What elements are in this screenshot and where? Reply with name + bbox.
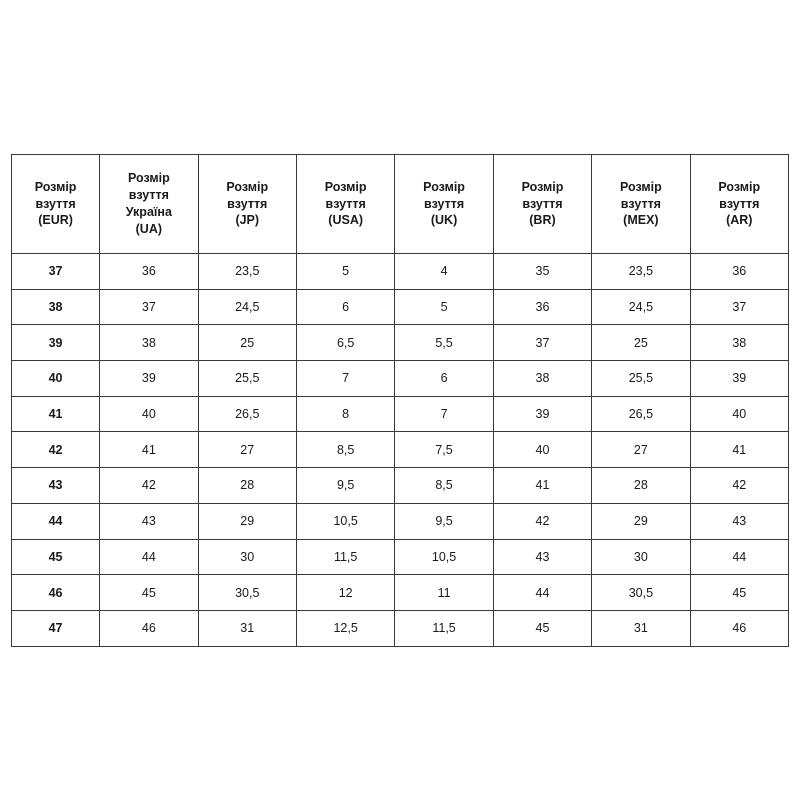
header-line-3: (JP): [235, 213, 260, 228]
cell-eur: 37: [12, 254, 100, 290]
header-line-3: (AR): [726, 213, 753, 228]
header-line-1: Розмір: [34, 179, 77, 194]
cell-usa: 6: [296, 289, 394, 325]
cell-br: 42: [493, 503, 591, 539]
cell-jp: 28: [198, 468, 296, 504]
cell-ua: 36: [100, 254, 198, 290]
cell-ua: 39: [100, 361, 198, 397]
cell-ar: 45: [690, 575, 788, 611]
cell-usa: 9,5: [296, 468, 394, 504]
header-line-3: Україна: [125, 205, 172, 219]
cell-ar: 38: [690, 325, 788, 361]
header-line-3: (EUR): [38, 213, 73, 228]
header-line-1: Розмір: [423, 179, 465, 194]
header-row: [12, 155, 789, 254]
cell-jp: 24,5: [198, 289, 296, 325]
cell-jp: 23,5: [198, 254, 296, 290]
cell-ar: 40: [690, 396, 788, 432]
cell-jp: 26,5: [198, 396, 296, 432]
cell-br: 36: [493, 289, 591, 325]
table-row: [12, 254, 789, 290]
table-row: [12, 468, 789, 504]
size-conversion-table: [11, 154, 789, 647]
cell-eur: 40: [12, 361, 100, 397]
cell-jp: 30,5: [198, 575, 296, 611]
cell-mex: 23,5: [592, 254, 690, 290]
cell-br: 43: [493, 539, 591, 575]
cell-uk: 6: [395, 361, 493, 397]
table-row: [12, 539, 789, 575]
table-row: [12, 503, 789, 539]
cell-uk: 5,5: [395, 325, 493, 361]
cell-usa: 7: [296, 361, 394, 397]
cell-br: 39: [493, 396, 591, 432]
cell-jp: 27: [198, 432, 296, 468]
cell-jp: 25,5: [198, 361, 296, 397]
cell-br: 40: [493, 432, 591, 468]
cell-usa: 6,5: [296, 325, 394, 361]
cell-usa: 5: [296, 254, 394, 290]
cell-uk: 4: [395, 254, 493, 290]
cell-ua: 44: [100, 539, 198, 575]
cell-br: 44: [493, 575, 591, 611]
cell-mex: 28: [592, 468, 690, 504]
cell-usa: 8: [296, 396, 394, 432]
cell-ar: 39: [690, 361, 788, 397]
cell-jp: 31: [198, 610, 296, 646]
header-line-1: Розмір: [127, 171, 170, 186]
cell-ar: 37: [690, 289, 788, 325]
cell-jp: 25: [198, 325, 296, 361]
cell-mex: 29: [592, 503, 690, 539]
header-line-2: взуття: [325, 196, 366, 211]
table-row: [12, 289, 789, 325]
cell-ar: 42: [690, 468, 788, 504]
header-line-2: взуття: [35, 196, 76, 211]
header-line-3: (BR): [529, 213, 556, 228]
cell-eur: 45: [12, 539, 100, 575]
cell-ua: 43: [100, 503, 198, 539]
table-row: [12, 396, 789, 432]
header-line-1: Розмір: [226, 179, 269, 194]
header-line-1: Розмір: [324, 179, 367, 194]
cell-ua: 46: [100, 610, 198, 646]
cell-ua: 38: [100, 325, 198, 361]
cell-uk: 5: [395, 289, 493, 325]
cell-eur: 42: [12, 432, 100, 468]
header-line-4: (UA): [135, 221, 163, 236]
cell-uk: 11: [395, 575, 493, 611]
cell-br: 41: [493, 468, 591, 504]
cell-usa: 12,5: [296, 610, 394, 646]
cell-uk: 7: [395, 396, 493, 432]
table-row: [12, 610, 789, 646]
table-header: [12, 155, 789, 254]
cell-ua: 40: [100, 396, 198, 432]
cell-uk: 9,5: [395, 503, 493, 539]
cell-mex: 25: [592, 325, 690, 361]
cell-usa: 11,5: [296, 539, 394, 575]
cell-usa: 8,5: [296, 432, 394, 468]
header-line-2: взуття: [719, 196, 760, 211]
cell-eur: 39: [12, 325, 100, 361]
cell-ar: 41: [690, 432, 788, 468]
table-row: [12, 575, 789, 611]
header-line-1: Розмір: [718, 179, 761, 194]
header-line-3: (MEX): [623, 213, 659, 228]
cell-eur: 41: [12, 396, 100, 432]
cell-mex: 26,5: [592, 396, 690, 432]
header-line-1: Розмір: [521, 179, 564, 194]
cell-ar: 44: [690, 539, 788, 575]
header-line-3: (USA): [328, 213, 364, 228]
cell-ua: 41: [100, 432, 198, 468]
table-row: [12, 432, 789, 468]
cell-br: 38: [493, 361, 591, 397]
table-body: [12, 254, 789, 647]
cell-eur: 44: [12, 503, 100, 539]
cell-uk: 8,5: [395, 468, 493, 504]
header-line-1: Розмір: [619, 179, 662, 194]
header-line-2: взуття: [620, 196, 661, 211]
cell-usa: 10,5: [296, 503, 394, 539]
header-line-2: взуття: [128, 188, 169, 203]
cell-uk: 10,5: [395, 539, 493, 575]
cell-mex: 27: [592, 432, 690, 468]
cell-br: 35: [493, 254, 591, 290]
column-header-ar: [690, 155, 788, 254]
cell-ua: 45: [100, 575, 198, 611]
table-row: [12, 325, 789, 361]
column-header-jp: [198, 155, 296, 254]
header-line-2: взуття: [522, 196, 563, 211]
cell-ua: 42: [100, 468, 198, 504]
column-header-br: [493, 155, 591, 254]
cell-ar: 36: [690, 254, 788, 290]
cell-mex: 24,5: [592, 289, 690, 325]
header-line-2: взуття: [227, 196, 268, 211]
cell-eur: 43: [12, 468, 100, 504]
cell-jp: 29: [198, 503, 296, 539]
cell-jp: 30: [198, 539, 296, 575]
cell-ua: 37: [100, 289, 198, 325]
cell-ar: 43: [690, 503, 788, 539]
cell-mex: 30: [592, 539, 690, 575]
header-line-2: взуття: [423, 196, 465, 211]
column-header-usa: [296, 155, 394, 254]
cell-usa: 12: [296, 575, 394, 611]
cell-ar: 46: [690, 610, 788, 646]
cell-mex: 31: [592, 610, 690, 646]
cell-mex: 25,5: [592, 361, 690, 397]
cell-br: 45: [493, 610, 591, 646]
column-header-eur: [12, 155, 100, 254]
cell-mex: 30,5: [592, 575, 690, 611]
cell-eur: 46: [12, 575, 100, 611]
column-header-mex: [592, 155, 690, 254]
header-line-3: (UK): [430, 213, 458, 228]
cell-eur: 47: [12, 610, 100, 646]
cell-br: 37: [493, 325, 591, 361]
column-header-uk: [395, 155, 493, 254]
cell-eur: 38: [12, 289, 100, 325]
cell-uk: 11,5: [395, 610, 493, 646]
column-header-ua: [100, 155, 198, 254]
cell-uk: 7,5: [395, 432, 493, 468]
shoe-size-chart: [11, 154, 789, 647]
table-row: [12, 361, 789, 397]
